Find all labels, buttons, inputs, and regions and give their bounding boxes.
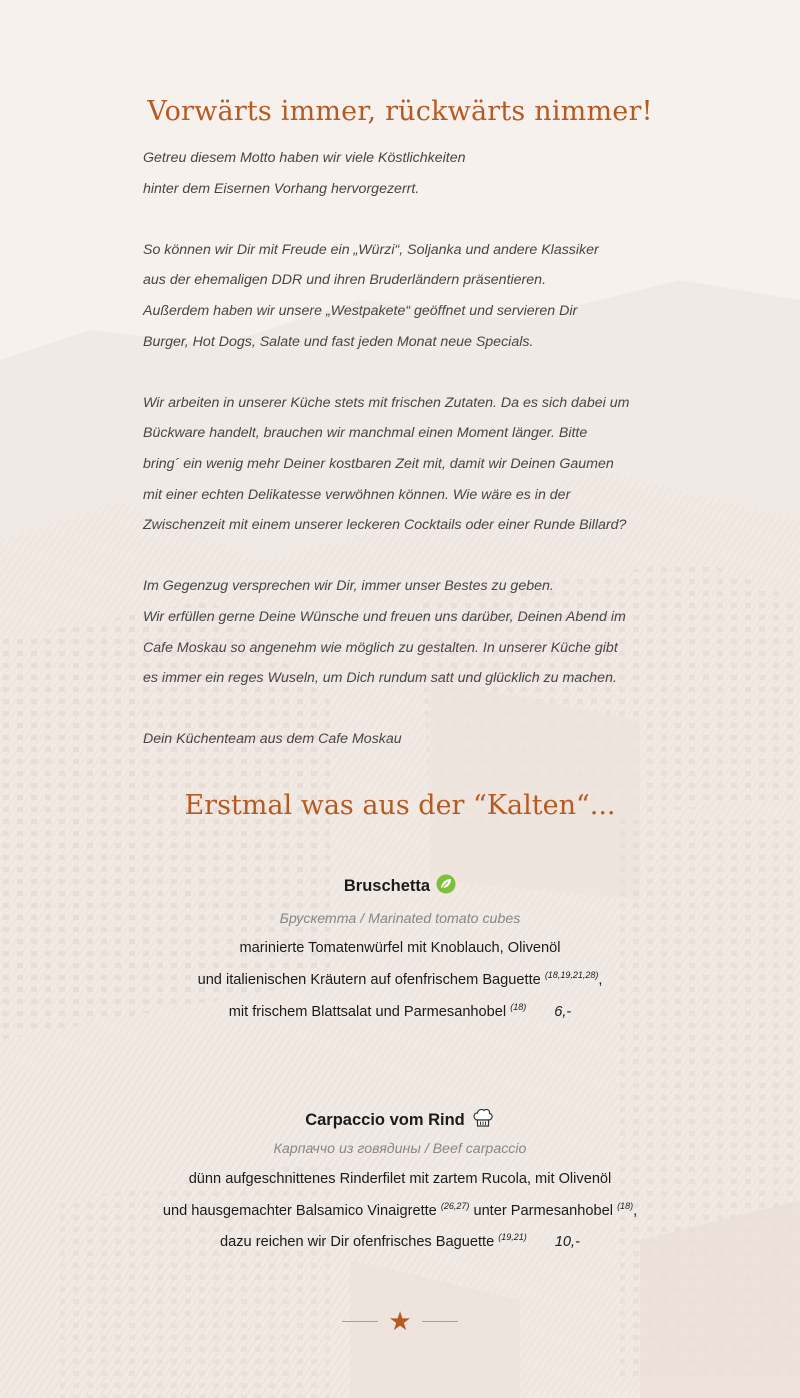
divider-line: [342, 1321, 378, 1322]
intro-line: Bückware handelt, brauchen wir manchmal einen Moment länger. Bitte: [143, 425, 588, 442]
dish-name: Carpaccio vom Rind: [305, 1110, 465, 1129]
intro-line: Wir erfüllen gerne Deine Wünsche und freuen uns darüber, Deinen Abend im: [143, 608, 626, 625]
intro-heading: Vorwärts immer, rückwärts nimmer!: [147, 96, 653, 127]
dish-price: 10,-: [554, 1234, 580, 1250]
dish-description-text: ,: [633, 1203, 638, 1219]
intro-line: mit einer echten Delikatesse verwöhnen können. Wie wäre es in der: [143, 486, 571, 503]
dish-title: [0, 1106, 800, 1135]
intro-line: So können wir Dir mit Freude ein „Würzi“, Soljanka und andere Klassiker: [143, 241, 599, 258]
dish-description-line: [0, 1232, 800, 1250]
dish-description-line: [0, 1002, 800, 1020]
footer-ornament: [0, 1304, 800, 1338]
dish-name: Bruschetta: [343, 876, 431, 895]
dish-description-text: unter Parmesanhobel: [473, 1203, 613, 1219]
dish-description-text: und italienischen Kräutern auf ofenfrischem Baguette: [197, 972, 541, 988]
intro-line: [143, 541, 673, 572]
intro-line: Burger, Hot Dogs, Salate und fast jeden Monat neue Specials.: [143, 333, 534, 350]
dish-description-line: [0, 1201, 800, 1219]
vegetarian-leaf-icon: [436, 874, 456, 899]
dish-price: 6,-: [554, 1004, 572, 1020]
intro-line: [143, 694, 673, 725]
intro-line: Wir arbeiten in unserer Küche stets mit frischen Zutaten. Da es sich dabei um: [143, 394, 630, 411]
intro-line: aus der ehemaligen DDR und ihren Bruderländern präsentieren.: [143, 272, 547, 289]
intro-line: Außerdem haben wir unsere „Westpakete“ geöffnet und servieren Dir: [143, 302, 578, 319]
allergen-codes: (18,19,21,28): [544, 970, 599, 980]
intro-text: [143, 143, 673, 755]
intro-line: Im Gegenzug versprechen wir Dir, immer unser Bestes zu geben.: [143, 578, 554, 595]
allergen-codes: (19,21): [498, 1232, 527, 1242]
intro-line: Getreu diesem Motto haben wir viele Köstlichkeiten: [143, 150, 466, 166]
intro-line: es immer ein reges Wuseln, um Dich rundum satt und glücklich zu machen.: [143, 670, 617, 687]
intro-line: Zwischenzeit mit einem unserer leckeren Cocktails oder einer Runde Billard?: [143, 517, 627, 534]
dish-description-line: marinierte Tomatenwürfel mit Knoblauch, Olivenöl: [239, 940, 561, 956]
star-icon: ★: [388, 1306, 412, 1336]
section-heading: Erstmal was aus der “Kalten“...: [184, 790, 616, 821]
allergen-codes: (26,27): [440, 1201, 470, 1211]
allergen-codes: (18): [510, 1002, 527, 1012]
dish-description-line: [0, 970, 800, 988]
dish-subtitle: Брускетта / Marinated tomato cubes: [279, 911, 521, 927]
chef-hat-icon: [471, 1106, 495, 1135]
intro-line: [143, 357, 673, 388]
intro-line: Dein Küchenteam aus dem Cafe Moskau: [143, 731, 402, 748]
dish-description-text: dazu reichen wir Dir ofenfrisches Baguette: [220, 1234, 495, 1250]
intro-line: hinter dem Eisernen Vorhang hervorgezerrt.: [143, 180, 420, 197]
dish-subtitle: Карпаччо из говядины / Beef carpaccio: [273, 1141, 527, 1157]
dish-description-text: ,: [598, 972, 603, 988]
dish-title: [0, 874, 800, 899]
dish-description-text: und hausgemachter Balsamico Vinaigrette: [162, 1203, 437, 1219]
dish-description-line: dünn aufgeschnittenes Rinderfilet mit zartem Rucola, mit Olivenöl: [188, 1171, 612, 1187]
dish-description-text: mit frischem Blattsalat und Parmesanhobel: [228, 1004, 507, 1020]
intro-line: bring´ ein wenig mehr Deiner kostbaren Zeit mit, damit wir Deinen Gaumen: [143, 455, 614, 472]
intro-line: [143, 204, 673, 235]
allergen-codes: (18): [617, 1201, 634, 1211]
intro-line: Cafe Moskau so angenehm wie möglich zu gestalten. In unserer Küche gibt: [143, 639, 618, 656]
divider-line: [422, 1321, 458, 1322]
